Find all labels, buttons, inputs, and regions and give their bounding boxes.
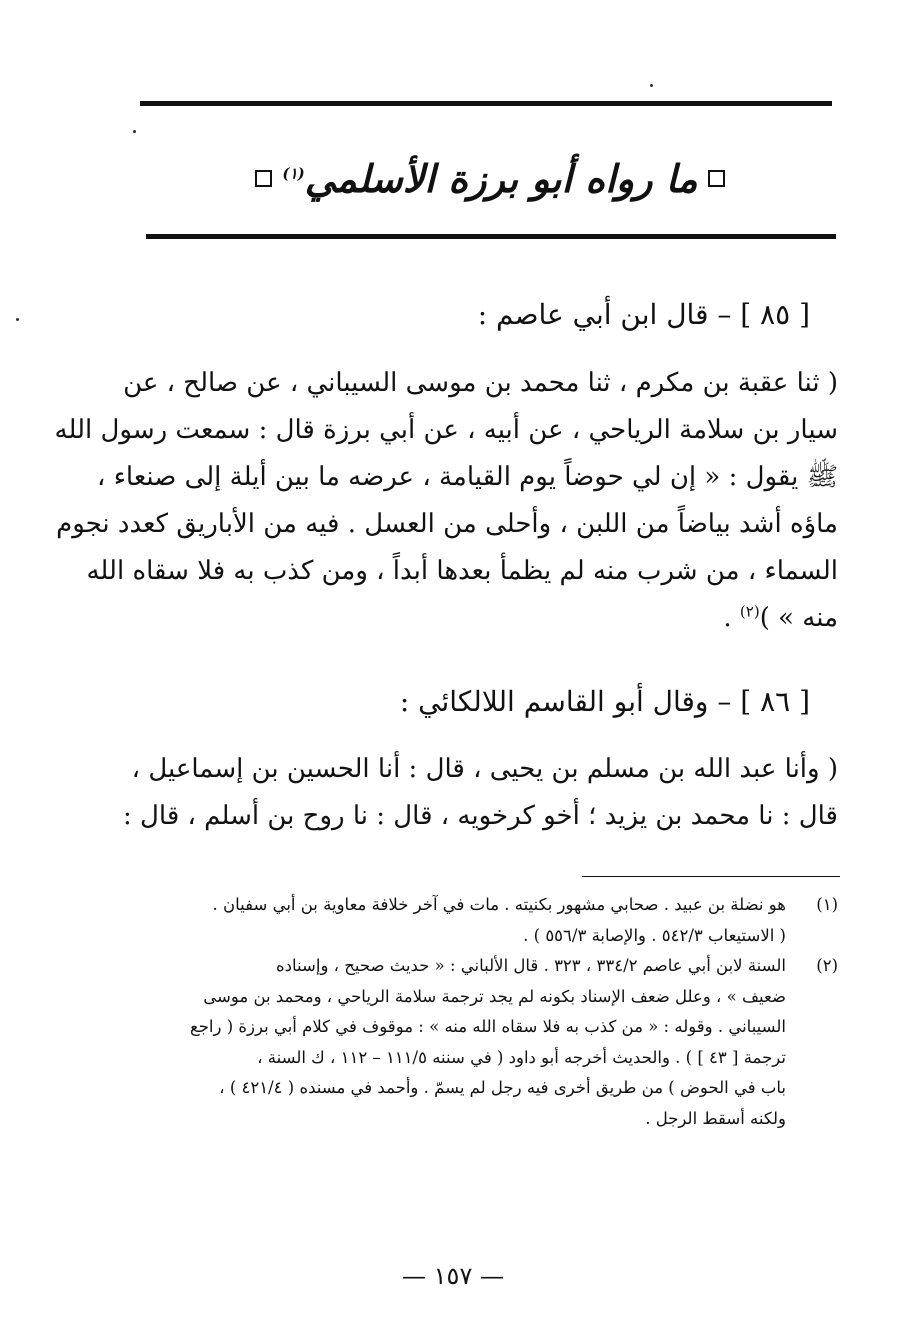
footnote-line: هو نضلة بن عبيد . صحابي مشهور بكنيته . مات في آخر خلافة معاوية بن أبي سفيان . [212, 895, 786, 914]
chapter-title-text: ما رواه أبو برزة الأسلمي$^{(١)}$ [282, 155, 698, 201]
hadith-heading-86: [ ٨٦ ] – وقال أبو القاسم اللالكائي : [399, 685, 810, 718]
chapter-title [150, 148, 830, 208]
bottom-rule [146, 234, 836, 239]
text-line-last: منه » )$^{(٢)}$ . [723, 602, 838, 633]
footnote-line: ترجمة [ ٤٣ ] ) . والحديث أخرجه أبو داود ( في سننه ١١١/٥ – ١١٢ ، ك السنة ، [257, 1047, 786, 1067]
square-ornament-icon [255, 170, 272, 187]
footnotes [148, 890, 840, 1134]
footnote-line: باب في الحوض ) من طريق أخرى فيه رجل لم يسمّ . وأحمد في مسنده ( ٤٢١/٤ ) ، [219, 1078, 786, 1097]
scan-speck [650, 84, 653, 87]
footnote-1 [148, 890, 840, 951]
square-ornament-icon [708, 170, 725, 187]
scan-speck [16, 318, 19, 321]
footnote-ref-2: (٢) [739, 602, 760, 621]
footnote-separator [582, 876, 840, 877]
text-line: ( وأنا عبد الله بن مسلم بن يحيى ، قال : أنا الحسين بن إسماعيل ، [131, 754, 838, 784]
text-line: ماؤه أشد بياضاً من اللبن ، وأحلى من العسل . فيه من الأباريق كعدد نجوم [56, 509, 838, 539]
text-line: ﷺ يقول : « إن لي حوضاً يوم القيامة ، عرضه ما بين أيلة إلى صنعاء ، [97, 462, 838, 492]
text-line: ( ثنا عقبة بن مكرم ، ثنا محمد بن موسى السيباني ، عن صالح ، عن [123, 368, 838, 398]
hadith-text-86 [123, 746, 838, 840]
scan-speck [133, 130, 136, 133]
footnote-line: ( الاستيعاب ٥٤٢/٣ . والإصابة ٥٥٦/٣ ) . [523, 925, 786, 945]
footnote-line: السنة لابن أبي عاصم ٣٣٤/٢ ، ٣٢٣ . قال الألباني : « حديث صحيح ، وإسناده [276, 956, 786, 975]
page-number: — ١٥٧ — [402, 1262, 504, 1290]
footnote-ref-1: (١) [282, 163, 305, 182]
top-rule [140, 101, 832, 106]
footnote-line: السيباني . وقوله : « من كذب به فلا سقاه الله منه » : موقوف في كلام أبي برزة ( راجع [189, 1017, 786, 1036]
text-line: قال : نا محمد بن يزيد ؛ أخو كرخويه ، قال : نا روح بن أسلم ، قال : [123, 801, 838, 831]
footnote-number: (٢) [816, 956, 838, 975]
footnote-number: (١) [816, 895, 838, 914]
text-line: السماء ، من شرب منه لم يظمأ بعدها أبداً ، ومن كذب به فلا سقاه الله [86, 556, 838, 586]
footnote-2 [148, 951, 840, 1134]
hadith-text-85 [54, 360, 838, 642]
footnote-line: ضعيف » ، وعلل ضعف الإسناد بكونه لم يجد ترجمة سلامة الرياحي ، ومحمد بن موسى [203, 986, 786, 1006]
text-line: سيار بن سلامة الرياحي ، عن أبيه ، عن أبي برزة قال : سمعت رسول الله [54, 415, 838, 445]
footnote-line: ولكنه أسقط الرجل . [645, 1108, 786, 1128]
hadith-heading-85: [ ٨٥ ] – قال ابن أبي عاصم : [477, 298, 810, 331]
